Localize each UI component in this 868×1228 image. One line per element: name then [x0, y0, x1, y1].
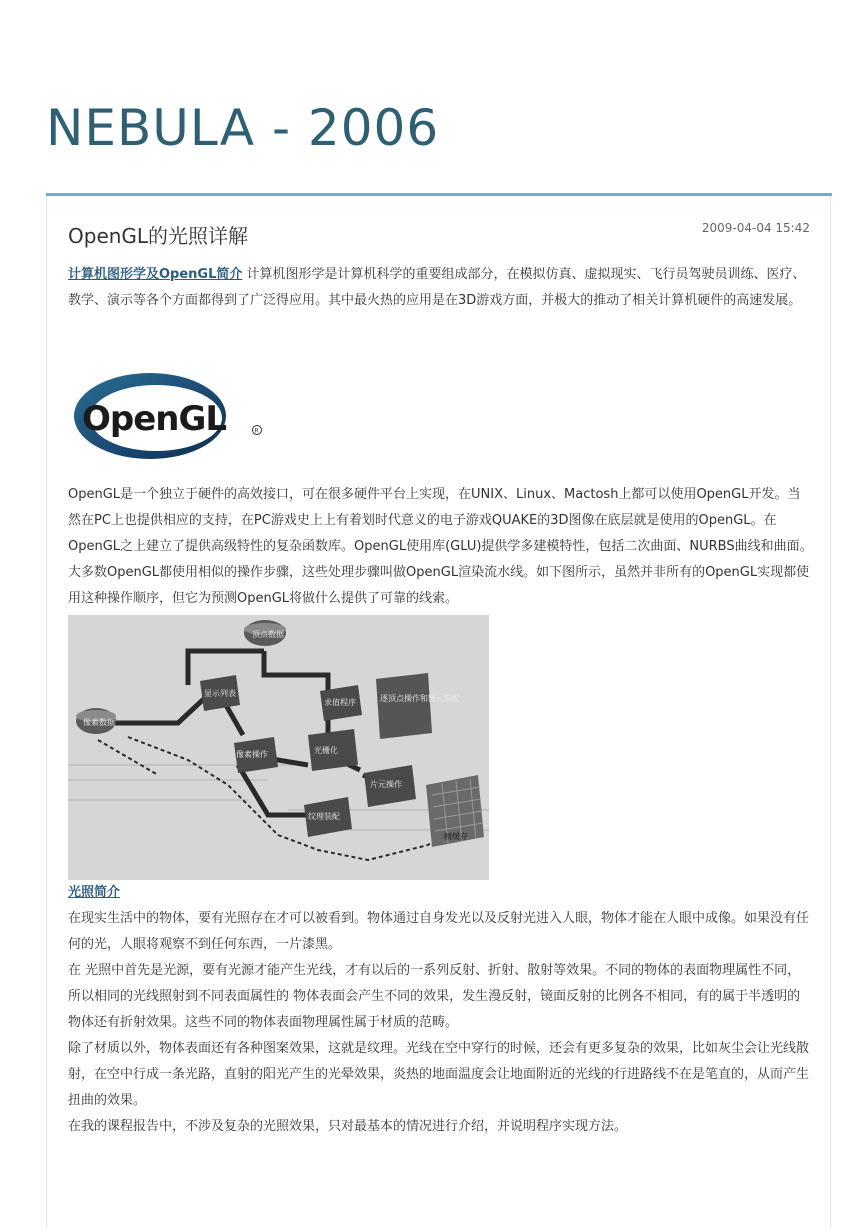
diagram-label-vertex: 顶点数据 [252, 630, 284, 639]
paragraph-lighting-4: 在我的课程报告中，不涉及复杂的光照效果，只对最基本的情况进行介绍，并说明程序实现方法。 [68, 1119, 628, 1134]
section-heading-lighting [68, 880, 813, 906]
pipeline-diagram [68, 615, 489, 880]
paragraph-lighting-1: 在现实生活中的物体，要有光照存在才可以被看到。物体通过自身发光以及反射光进入人眼，物体才能在人眼中成像。如果没有任何的光，人眼将观察不到任何东西，一片漆黑。 [68, 911, 810, 952]
diagram-label-fragment-ops: 片元操作 [370, 780, 402, 789]
intro-text: 计算机图形学是计算机科学的重要组成部分，在模拟仿真、虚拟现实、飞行员驾驶员训练、医疗、教学、演示等各个方面都得到了广泛得应用。其中最火热的应用是在3D游戏方面，并极大的推动了相关计算机硬件的高速发展。 [68, 267, 806, 308]
post-date: 2009-04-04 15:42 [701, 221, 810, 235]
intro-link[interactable]: 计算机图形学及OpenGL简介 [68, 267, 243, 282]
opengl-logo [68, 314, 813, 482]
post-title[interactable]: OpenGL的光照详解 [68, 224, 249, 248]
section-heading-link[interactable]: 光照简介 [68, 885, 121, 900]
intro-paragraph [68, 262, 813, 314]
post-card [46, 196, 831, 1228]
diagram-label-display-list: 显示列表 [204, 689, 236, 698]
diagram-label-evaluators: 求值程序 [324, 698, 356, 707]
site-title[interactable]: NEBULA - 2006 [46, 99, 440, 157]
diagram-label-per-vertex: 逐顶点操作和图元装配 [380, 694, 460, 703]
diagram-label-rasterization: 光栅化 [314, 746, 338, 755]
diagram-label-texture: 纹理装配 [308, 812, 340, 821]
paragraph-lighting-2: 在 光照中首先是光源，要有光源才能产生光线，才有以后的一系列反射、折射、散射等效果。不同的物体的表面物理属性不同，所以相同的光线照射到不同表面属性的 物体表面会产生不同的效果，发生漫反射，镜面反射的比例各不相同，有的属于半透明的物体还有折射效果。这些不同的物体表面物理属性属于材质的范畴。 [68, 963, 801, 1030]
diagram-label-framebuffer: 帧缓存 [444, 832, 468, 841]
paragraph-lighting-3: 除了材质以外，物体表面还有各种图案效果，这就是纹理。光线在空中穿行的时候，还会有更多复杂的效果，比如灰尘会让光线散射，在空中行成一条光路，直射的阳光产生的光晕效果，炎热的地面温度会让地面附近的光线的行进路线不在是笔直的，从而产生扭曲的效果。 [68, 1041, 810, 1108]
opengl-logo-image [72, 370, 268, 464]
logo-wordmark: OpenGL [82, 399, 227, 439]
paragraph-opengl-intro: OpenGL是一个独立于硬件的高效接口，可在很多硬件平台上实现，在UNIX、Linux、Mactosh上都可以使用OpenGL开发。当然在PC上也提供相应的支持，在PC游戏史上上有着划时代意义的电子游戏QUAKE的3D图像在底层就是使用的OpenGL。在OpenGL之上建立了提供高级特性的复杂函数库。OpenGL使用库(GLU)提供学多建模特性，包括二次曲面、NURBS曲线和曲面。 [68, 487, 813, 554]
paragraph-pipeline: 大多数OpenGL都使用相似的操作步骤，这些处理步骤叫做OpenGL渲染流水线。如下图所示，虽然并非所有的OpenGL实现都使用这种操作顺序，但它为预测OpenGL将做什么提供了可靠的线索。 [68, 565, 810, 606]
diagram-label-pixel-ops: 像素操作 [236, 750, 268, 759]
svg-text:R: R [254, 427, 259, 435]
diagram-label-pixel-data: 像素数据 [83, 718, 115, 727]
post-content [68, 262, 813, 1140]
